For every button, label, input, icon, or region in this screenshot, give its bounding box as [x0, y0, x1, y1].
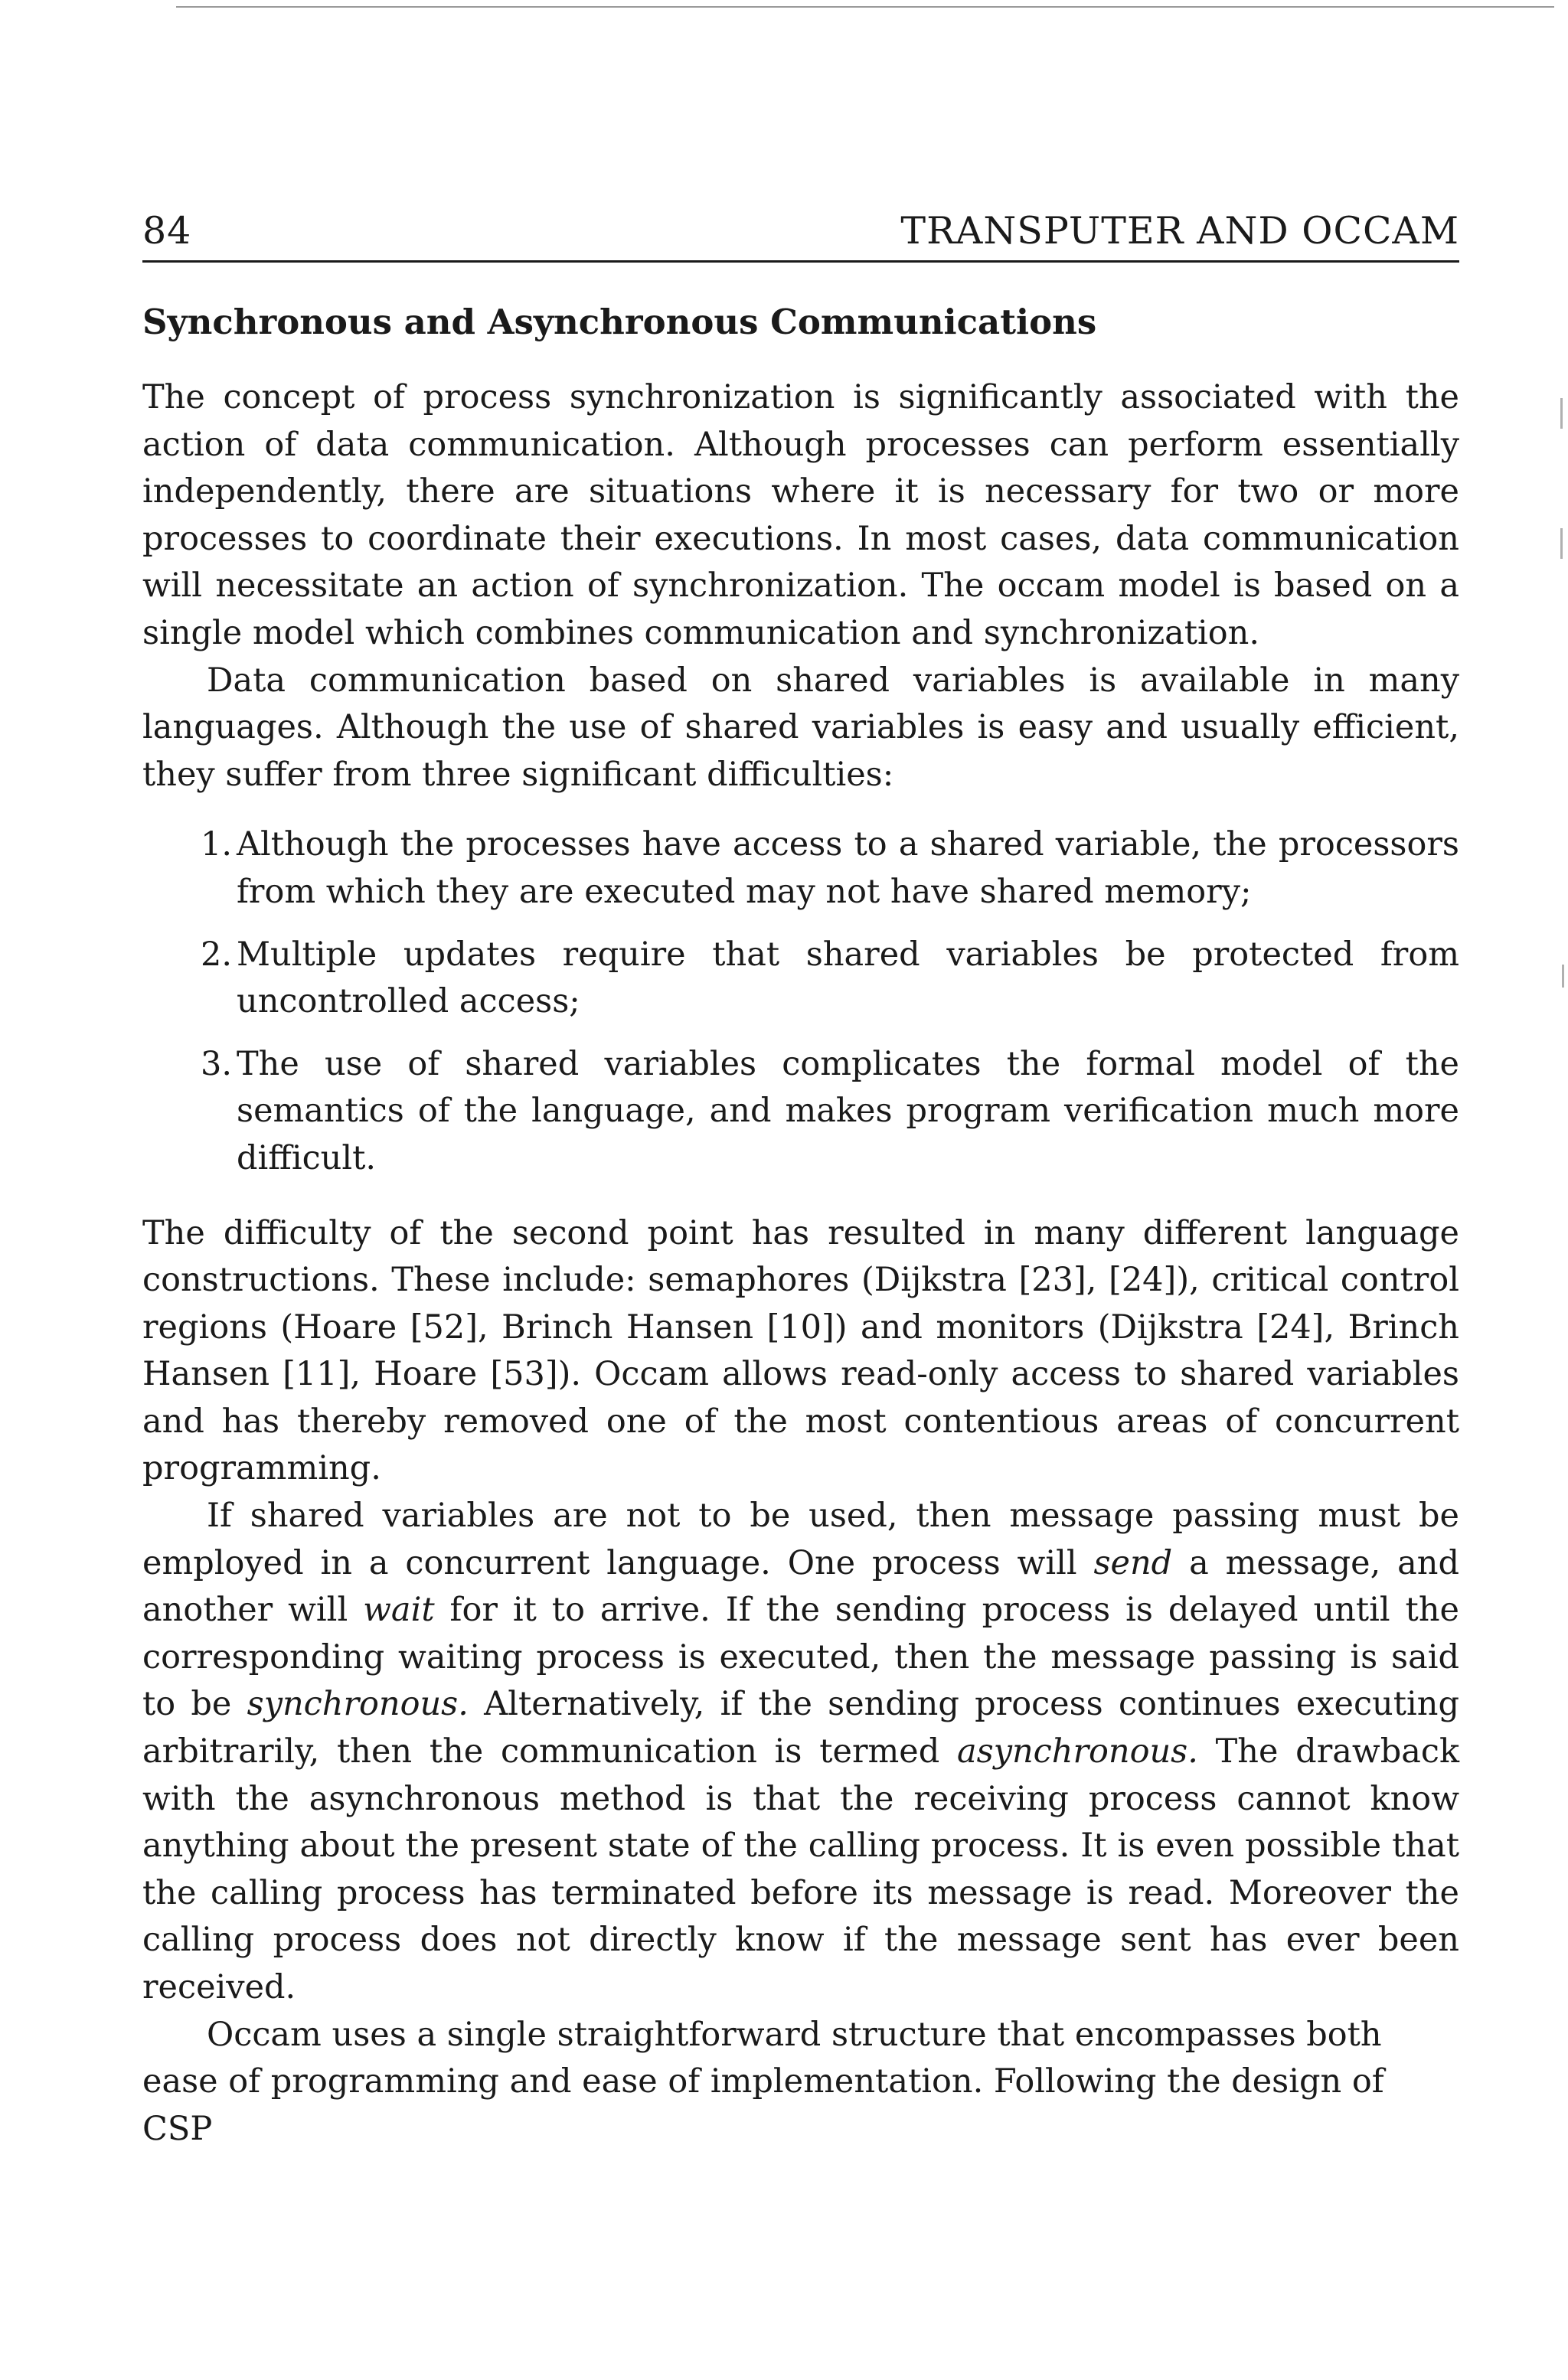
- emphasis-wait: wait: [363, 1591, 435, 1630]
- scan-margin-mark: [1562, 965, 1564, 988]
- paragraph-2: Data communication based on shared variables is available in many languages. Although the use of shared variables is easy and usually efficient, they suffer from three significant difficulties:: [142, 661, 1459, 794]
- scan-edge-line: [176, 6, 1554, 8]
- text-run: for it to arrive. If the sending process is delayed until the corresponding waiting process is executed, then the message passing is said to be: [142, 1591, 1459, 1724]
- difficulties-list: [142, 821, 1459, 1182]
- section-title: Synchronous and Asynchronous Communications: [142, 302, 1097, 342]
- paragraph-4: [142, 1493, 1459, 2012]
- text-run: The drawback with the asynchronous method is that the receiving process cannot know anything about the present state of the calling process. It is even possible that the calling process has terminated before its message is read. Moreover the calling process does not directly know if the message sent has ever been received.: [142, 1732, 1460, 2006]
- emphasis-send: send: [1093, 1543, 1173, 1582]
- emphasis-asynchronous: asynchronous.: [956, 1732, 1198, 1771]
- list-item: [142, 932, 1459, 1026]
- text-run: a message, and another will: [142, 1543, 1459, 1630]
- paragraph-3: The difficulty of the second point has resulted in many different language constructions. These include: semaphores (Dijkstra [23], [24]), critical control regions (Hoare [52], Brinch Hansen [10]) and monitors (Dijkstra [24], Brinch Hansen [11], Hoare [53]). Occam allows read-only access to shared variables and has thereby removed one of the most contentious areas of concurrent programming.: [142, 1213, 1459, 1488]
- list-item-text: The use of shared variables complicates the formal model of the semantics of the language, and makes program verification much more difficult.: [237, 1044, 1459, 1177]
- emphasis-synchronous: synchronous.: [247, 1685, 469, 1724]
- list-item-number: 1.: [201, 825, 233, 864]
- list-item: [142, 821, 1459, 916]
- list-item-number: 2.: [201, 935, 233, 974]
- book-page: [142, 207, 1459, 2153]
- text-run: If shared variables are not to be used, then message passing must be employed in a concurrent language. One process will: [142, 1497, 1459, 1582]
- paragraph-1: The concept of process synchronization is significantly associated with the action of data communication. Although processes can perform essentially independently, there are situations where it is necessary for two or more processes to coordinate their executions. In most cases, data communication will necessitate an action of synchronization. The occam model is based on a single model which combines communication and synchronization.: [142, 378, 1459, 652]
- list-item-text: Multiple updates require that shared variables be protected from uncontrolled access;: [237, 935, 1459, 1021]
- page-number: 84: [142, 209, 192, 253]
- list-item-number: 3.: [201, 1044, 233, 1083]
- running-head: [142, 207, 1459, 263]
- list-item-text: Although the processes have access to a shared variable, the processors from which they are executed may not have shared memory;: [237, 825, 1459, 911]
- text-run: Alternatively, if the sending process continues executing arbitrarily, then the communication is termed: [142, 1685, 1459, 1771]
- running-title: TRANSPUTER AND OCCAM: [900, 209, 1459, 253]
- paragraph-5: Occam uses a single straightforward structure that encompasses both ease of programming and ease of implementation. Following the design of CSP: [142, 2015, 1384, 2148]
- list-item: [142, 1041, 1459, 1183]
- scan-margin-mark: [1560, 398, 1563, 429]
- scan-margin-mark: [1560, 528, 1563, 559]
